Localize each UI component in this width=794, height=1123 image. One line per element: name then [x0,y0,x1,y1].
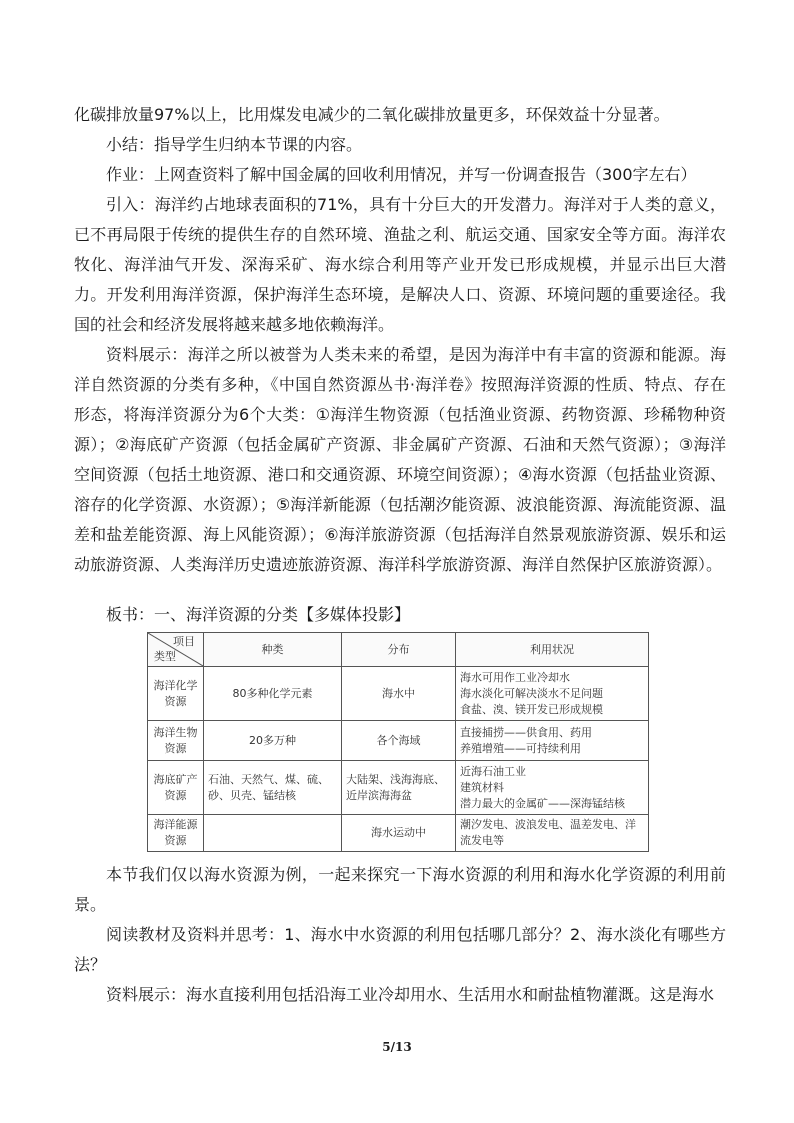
usage-line: 潜力最大的金属矿——深海锰结核 [460,796,625,810]
paragraph-material-direct-use: 资料展示：海水直接利用包括沿海工业冷却用水、生活用水和耐盐植物灌溉。这是海水 [106,985,715,1004]
paragraph-material-ocean-resources: 资料展示：海洋之所以被誉为人类未来的希望，是因为海洋中有丰富的资源和能源。海洋自然资源的分类有多种，《中国自然资源丛书·海洋卷》按照海洋资源的性质、特点、存在形态，将海洋资源分为6个大类：①海洋生物资源（包括渔业资源、药物资源、珍稀物种资源）；②海底矿产资源（包括金属矿产资源、非金属矿产资源、石油和天然气资源）；③海洋空间资源（包括土地资源、港口和交通资源、环境空间资源）；④海水资源（包括盐业资源、溶存的化学资源、水资源）；⑤海洋新能源（包括潮汐能资源、波浪能资源、海流能资源、温差和盐差能资源、海上风能资源）；⑥海洋旅游资源（包括海洋自然景观旅游资源、娱乐和运动旅游资源、人类海洋历史遗迹旅游资源、海洋科学旅游资源、海洋自然保护区旅游资源）。 [74,345,726,574]
cell-kind: 80多种化学元素 [204,667,342,721]
usage-line: 建筑材料 [460,780,504,794]
cell-usage [456,761,649,815]
table-header-row [148,633,649,667]
cell-distribution: 大陆架、浅海海底、近岸滨海海盆 [342,761,456,815]
corner-label-item: 项目 [173,635,195,648]
cell-kind: 石油、天然气、煤、硫、砂、贝壳、锰结核 [204,761,342,815]
cell-type: 海洋生物资源 [148,721,204,761]
cell-usage [456,667,649,721]
header-usage: 利用状况 [456,633,649,667]
table-row [148,761,649,815]
paragraph-introduction: 引入：海洋约占地球表面积的71%，具有十分巨大的开发潜力。海洋对于人类的意义，已不再局限于传统的提供生存的自然环境、渔盐之利、航运交通、国家安全等方面。海洋农牧化、海洋油气开发、深海采矿、海水综合利用等产业开发已形成规模，并显示出巨大潜力。开发利用海洋资源，保护海洋生态环境，是解决人口、资源、环境问题的重要途径。我国的社会和经济发展将越来越多地依赖海洋。 [74,195,726,334]
paragraph-reading-questions: 阅读教材及资料并思考：1、海水中水资源的利用包括哪几部分？2、海水淡化有哪些方法？ [74,925,726,974]
usage-line: 海水淡化可解决淡水不足问题 [460,686,603,700]
usage-line: 直接捕捞——供食用、药用 [460,725,592,739]
cell-type: 海洋能源资源 [148,815,204,852]
table-row [148,815,649,852]
cell-usage [456,815,649,852]
cell-distribution: 海水运动中 [342,815,456,852]
ocean-resources-table-figure [147,632,648,851]
header-distribution: 分布 [342,633,456,667]
cell-kind: 20多万种 [204,721,342,761]
ocean-resources-table [147,632,649,852]
table-corner-cell [148,633,204,667]
paragraph-blackboard-title: 板书：一、海洋资源的分类【多媒体投影】 [106,605,411,624]
cell-kind [204,815,342,852]
usage-line: 近海石油工业 [460,764,526,778]
cell-distribution: 海水中 [342,667,456,721]
usage-line: 海水可用作工业冷却水 [460,670,570,684]
corner-label-type: 类型 [154,650,176,663]
paragraph-homework: 作业：上网查资料了解中国金属的回收利用情况，并写一份调查报告（300字左右） [106,165,697,184]
paragraph-co2-emission: 化碳排放量97%以上，比用煤发电减少的二氧化碳排放量更多，环保效益十分显著。 [74,105,670,124]
usage-line: 养殖增殖——可持续利用 [460,741,581,755]
cell-type: 海洋化学资源 [148,667,204,721]
table-row [148,667,649,721]
header-kind: 种类 [204,633,342,667]
paragraph-summary: 小结：指导学生归纳本节课的内容。 [106,135,363,154]
usage-line: 食盐、溴、镁开发已形成规模 [460,702,603,716]
table-row [148,721,649,761]
usage-line: 潮汐发电、波浪发电、温差发电、洋流发电等 [460,818,636,847]
cell-type: 海底矿产资源 [148,761,204,815]
cell-usage [456,721,649,761]
paragraph-seawater-example: 本节我们仅以海水资源为例，一起来探究一下海水资源的利用和海水化学资源的利用前景。 [74,865,726,914]
cell-distribution: 各个海域 [342,721,456,761]
page-number: 5/13 [382,1040,412,1054]
